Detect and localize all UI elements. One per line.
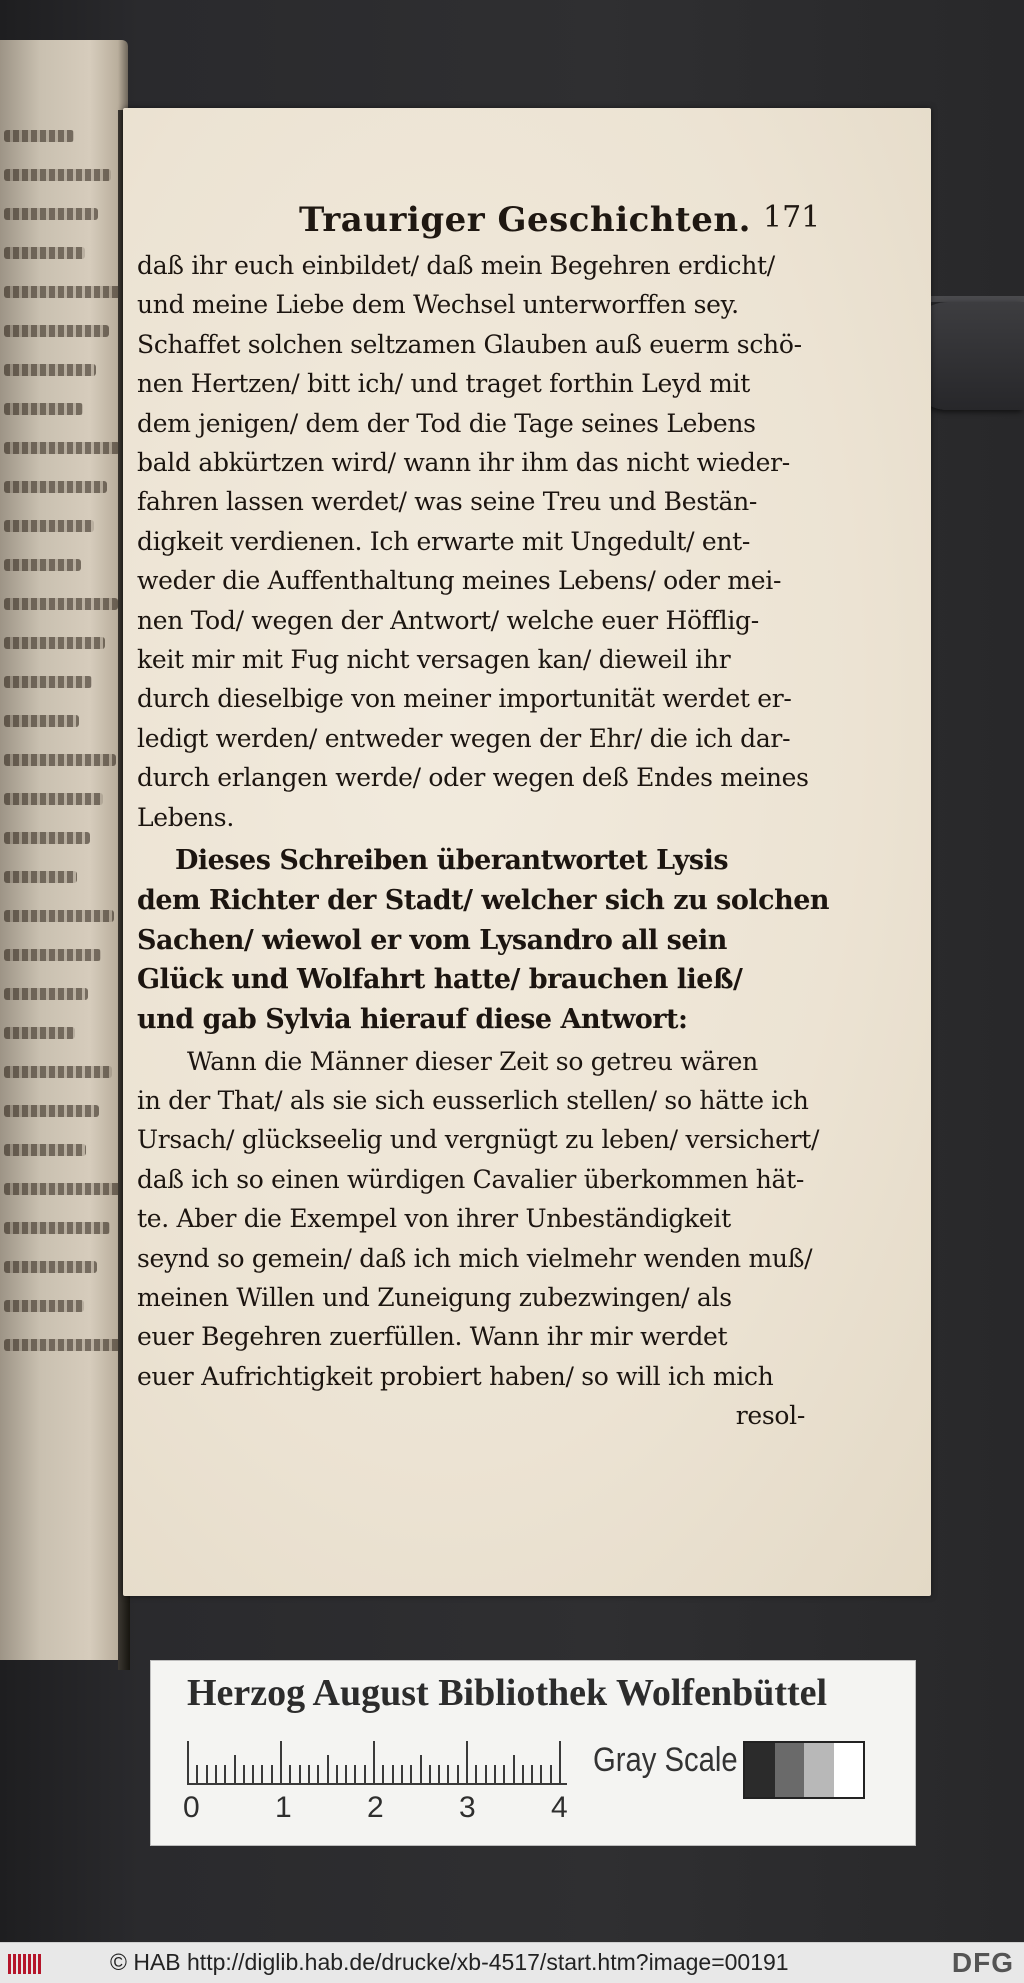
text-line: nen Hertzen/ bitt ich/ und traget forthin Leyd mit	[137, 369, 750, 399]
hab-logo-icon	[6, 1951, 46, 1977]
ruler-tick	[196, 1765, 198, 1785]
ruler-tick	[513, 1755, 515, 1785]
ruler-tick	[280, 1741, 282, 1785]
text-line: und meine Liebe dem Wechsel unterworffen sey.	[137, 290, 739, 320]
text-line: Glück und Wolfahrt hatte/ brauchen ließ/	[137, 964, 743, 996]
facing-page-line	[4, 871, 77, 883]
text-line: durch erlangen werde/ oder wegen deß Endes meines	[137, 763, 809, 793]
ruler-tick	[429, 1765, 431, 1785]
ruler-tick	[187, 1741, 189, 1785]
facing-page-line	[4, 1066, 112, 1078]
ruler-tick	[550, 1765, 552, 1785]
text-line: bald abkürtzen wird/ wann ihr ihm das nicht wieder-	[137, 448, 790, 478]
facing-page-fragment	[0, 40, 128, 1660]
dfg-logo: DFG	[951, 1947, 1014, 1978]
facing-page-line	[4, 793, 103, 805]
text-line: Schaffet solchen seltzamen Glauben auß euerm schö-	[137, 329, 802, 359]
text-line: euer Begehren zuerfüllen. Wann ihr mir werdet	[137, 1322, 728, 1352]
ruler-tick	[243, 1765, 245, 1785]
facing-page-line	[4, 559, 81, 571]
facing-page-line	[4, 637, 105, 649]
facing-page-line	[4, 754, 116, 766]
ruler-tick	[382, 1765, 384, 1785]
ruler-tick	[299, 1765, 301, 1785]
ruler-tick	[475, 1765, 477, 1785]
text-line: durch dieselbige von meiner importunität werdet er-	[137, 684, 792, 714]
text-line: Lebens.	[137, 802, 234, 832]
text-line: dem Richter der Stadt/ welcher sich zu solchen	[137, 884, 830, 916]
text-line: seynd so gemein/ daß ich mich vielmehr wenden muß/	[137, 1243, 813, 1273]
facing-page-line	[4, 286, 122, 298]
page-number: 171	[763, 200, 821, 235]
text-line: fahren lassen werdet/ was seine Treu und Bestän-	[137, 487, 758, 517]
ruler-tick	[215, 1765, 217, 1785]
book-page	[123, 108, 931, 1596]
ruler-number: 1	[275, 1791, 292, 1824]
text-line: keit mir mit Fug nicht versagen kan/ dieweil ihr	[137, 645, 731, 675]
viewer-footer	[0, 1942, 1024, 1983]
color-calibration-card	[150, 1660, 916, 1846]
text-line: meinen Willen und Zuneigung zubezwingen/ als	[137, 1283, 732, 1313]
ruler-tick	[289, 1765, 291, 1785]
text-line: daß ich so einen würdigen Cavalier überkommen hät-	[137, 1164, 805, 1194]
facing-page-line	[4, 1183, 123, 1195]
facing-page-line	[4, 442, 120, 454]
ruler-tick	[224, 1765, 226, 1785]
ruler-tick	[438, 1765, 440, 1785]
ruler-tick	[261, 1765, 263, 1785]
facing-page-line	[4, 1222, 110, 1234]
text-line: Dieses Schreiben überantwortet Lysis	[175, 845, 729, 877]
ruler-tick	[336, 1765, 338, 1785]
ruler-tick	[531, 1765, 533, 1785]
facing-page-line	[4, 949, 101, 961]
facing-page-line	[4, 598, 118, 610]
text-line: ledigt werden/ entweder wegen der Ehr/ die ich dar-	[137, 723, 791, 753]
facing-page-line	[4, 1300, 84, 1312]
ruler-tick	[420, 1755, 422, 1785]
facing-page-line	[4, 1339, 121, 1351]
grayscale-swatch	[775, 1743, 805, 1797]
text-line: weder die Auffenthaltung meines Lebens/ oder mei-	[137, 566, 782, 596]
ruler-tick	[317, 1765, 319, 1785]
facing-page-line	[4, 130, 74, 142]
ruler-tick	[559, 1741, 561, 1785]
ruler-tick	[392, 1765, 394, 1785]
facing-page-line	[4, 247, 85, 259]
ruler-tick	[494, 1765, 496, 1785]
text-line: und gab Sylvia hierauf diese Antwort:	[137, 1003, 688, 1035]
ruler-tick	[308, 1765, 310, 1785]
grayscale-swatch	[745, 1743, 775, 1797]
ruler-tick	[410, 1765, 412, 1785]
ruler-tick	[401, 1765, 403, 1785]
ruler-tick	[522, 1765, 524, 1785]
paragraph-letter-end	[137, 246, 827, 837]
ruler-tick	[485, 1765, 487, 1785]
grayscale-swatches	[743, 1741, 865, 1799]
facing-page-line	[4, 832, 90, 844]
ruler-tick	[373, 1741, 375, 1785]
ruler-tick	[345, 1765, 347, 1785]
ruler-tick	[466, 1741, 468, 1785]
grayscale-swatch	[804, 1743, 834, 1797]
facing-page-line	[4, 325, 109, 337]
ruler-tick	[206, 1765, 208, 1785]
text-line: dem jenigen/ dem der Tod die Tage seines Lebens	[137, 408, 756, 438]
facing-page-line	[4, 715, 79, 727]
paragraph-narration	[137, 841, 830, 1040]
grayscale-label: Gray Scale	[593, 1741, 738, 1779]
ruler-number: 4	[551, 1791, 568, 1824]
ruler-tick	[271, 1765, 273, 1785]
facing-page-line	[4, 676, 92, 688]
page-body	[137, 246, 830, 1436]
facing-page-line	[4, 988, 88, 1000]
ruler-tick	[327, 1755, 329, 1785]
facing-page-line	[4, 1027, 75, 1039]
library-name: Herzog August Bibliothek Wolfenbüttel	[187, 1672, 828, 1714]
catchword: resol-	[735, 1401, 805, 1431]
facing-page-line	[4, 208, 98, 220]
grayscale-swatch	[834, 1743, 864, 1797]
running-head: Trauriger Geschichten.	[299, 200, 751, 240]
facing-page-text-lines	[4, 130, 128, 1378]
paragraph-reply	[137, 1042, 827, 1436]
text-line: in der That/ als sie sich eusserlich stellen/ so hätte ich	[137, 1086, 809, 1116]
ruler-number: 2	[367, 1791, 384, 1824]
ruler-tick	[540, 1765, 542, 1785]
facing-page-line	[4, 364, 96, 376]
ruler-tick	[234, 1755, 236, 1785]
text-line: te. Aber die Exempel von ihrer Unbeständigkeit	[137, 1204, 731, 1234]
facing-page-line	[4, 169, 111, 181]
text-line: daß ihr euch einbildet/ daß mein Begehren erdicht/	[137, 251, 775, 280]
text-line: nen Tod/ wegen der Antwort/ welche euer Höfflig-	[137, 605, 759, 635]
facing-page-line	[4, 481, 107, 493]
text-line: digkeit verdienen. Ich erwarte mit Ungedult/ ent-	[137, 526, 751, 556]
ruler-tick	[457, 1765, 459, 1785]
page-header	[123, 200, 931, 250]
ruler-tick	[447, 1765, 449, 1785]
facing-page-line	[4, 1105, 99, 1117]
facing-page-line	[4, 1261, 97, 1273]
ruler-numbers	[183, 1791, 603, 1831]
ruler-tick	[354, 1765, 356, 1785]
text-line: Ursach/ glückseelig und vergnügt zu leben/ versichert/	[137, 1125, 820, 1155]
text-line: Sachen/ wiewol er vom Lysandro all sein	[137, 924, 727, 956]
text-line: euer Aufrichtigkeit probiert haben/ so will ich mich	[137, 1361, 774, 1391]
facing-page-line	[4, 1144, 86, 1156]
facing-page-line	[4, 910, 114, 922]
facing-page-line	[4, 403, 83, 415]
ruler-number: 3	[459, 1791, 476, 1824]
ruler-number: 0	[183, 1791, 200, 1824]
facing-page-line	[4, 520, 94, 532]
text-line: Wann die Männer dieser Zeit so getreu wären	[187, 1046, 758, 1076]
ruler-tick	[503, 1765, 505, 1785]
source-link[interactable]: © HAB http://diglib.hab.de/drucke/xb-4517/start.htm?image=00191	[110, 1949, 789, 1975]
ruler-tick	[364, 1765, 366, 1785]
scale-ruler	[187, 1739, 567, 1785]
ruler-tick	[252, 1765, 254, 1785]
